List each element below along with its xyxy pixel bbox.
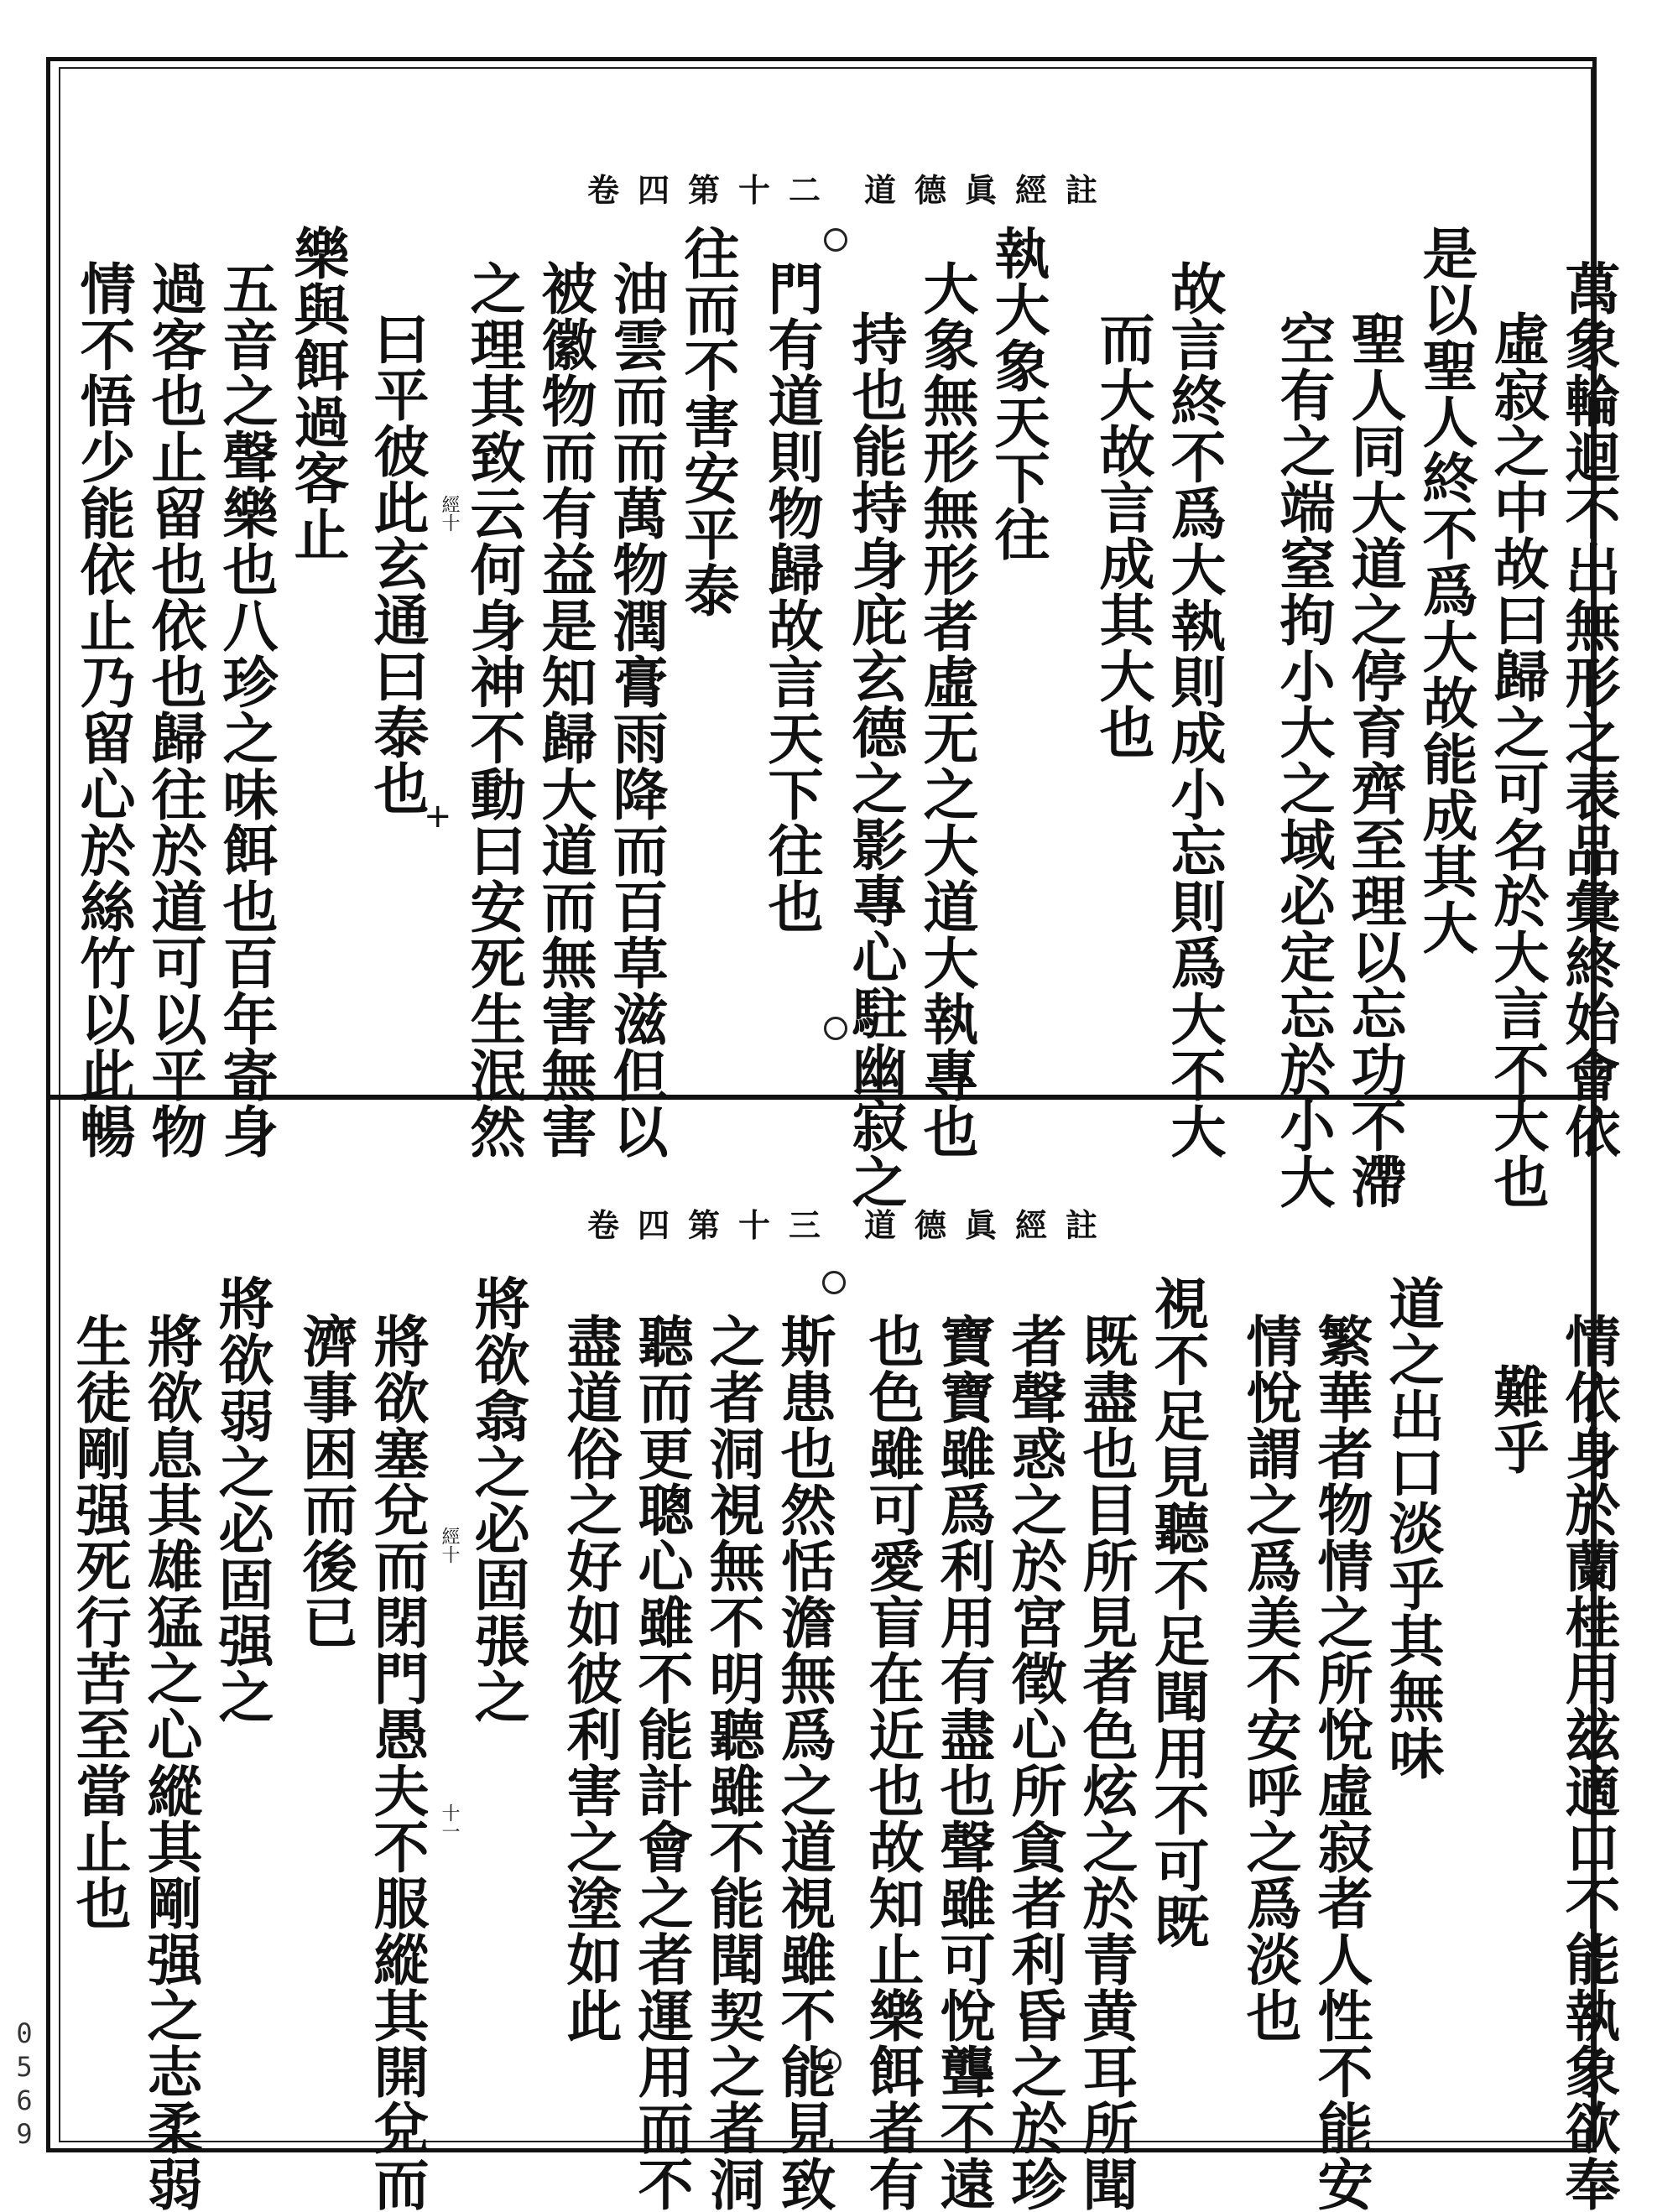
top-col-19: 過客也止留也依也歸往於道可以平物 [142, 260, 207, 1159]
bottom-col-7: 既盡也目所見者色炫之於青黄耳所聞 [1073, 1313, 1139, 2212]
top-col-1: 萬象輪迴不出無形之表品彙終始會依 [1556, 260, 1621, 1159]
bottom-margin-note: 經十 [439, 1527, 460, 1564]
top-header-volume: 卷四第十二 [587, 171, 840, 209]
top-col-13: 油雲而而萬物潤膏雨降而百草滋但以 [603, 260, 669, 1159]
top-margin-note: 經十 [439, 495, 460, 532]
bottom-col-12: 之者洞視無不明聽雖不能聞契之者洞 [700, 1313, 765, 2212]
bottom-col-16: 將欲塞兌而閉門愚夫不服縱其開兌而 [364, 1313, 430, 2212]
circle-mark [822, 1271, 846, 1294]
top-col-16: 曰平彼此玄通曰泰也 [364, 310, 430, 816]
top-col-9: 大象無形無形者虛无之大道大執專也 [914, 260, 979, 1159]
page-number: 0569 [8, 2017, 40, 2152]
top-col-5: 空有之端窒拘小大之域必定忘於小大 [1270, 310, 1336, 1210]
top-col-8: 執大象天下往 [985, 225, 1050, 562]
circle-mark [824, 228, 847, 252]
bottom-col-10: 也色雖可愛盲在近也故知止樂餌者有 [859, 1313, 925, 2212]
top-col-14: 被徽物而有益是知歸大道而無害無害 [532, 260, 597, 1159]
top-col-4: 聖人同大道之停育齊至理以忘功不滯 [1342, 310, 1407, 1210]
bottom-col-1: 情依身於蘭桂用玆適口不能執象欲奉 [1556, 1313, 1621, 2212]
bottom-col-9: 寶寶雖爲利用有盡也聲雖可悅聾不遠 [930, 1313, 996, 2212]
circle-mark [818, 2051, 842, 2074]
top-col-15: 之理其致云何身神不動曰安死生泯然 [461, 260, 526, 1159]
bottom-col-2: 難乎 [1484, 1363, 1550, 1476]
bottom-col-19: 將欲息其雄猛之心縱其剛强之志柔弱 [138, 1313, 203, 2212]
top-col-7: 而大故言成其大也 [1090, 310, 1155, 760]
top-col-12: 往而不害安平泰 [675, 225, 740, 618]
bottom-col-17: 濟事困而後已 [293, 1313, 358, 1650]
bottom-col-18: 將欲弱之必固强之 [209, 1275, 274, 1725]
bottom-col-5: 情悅謂之爲美不安呼之爲淡也 [1237, 1313, 1302, 2043]
bottom-col-11: 斯患也然恬澹無爲之道視雖不能見致 [771, 1313, 836, 2212]
top-col-2: 虛寂之中故曰歸之可名於大言不大也 [1484, 310, 1550, 1210]
bottom-col-13: 聽而更聰心雖不能計會之者運用而不 [628, 1313, 694, 2212]
bottom-col-8: 者聲惑之於宮徵心所貪者利昏之於珍 [1002, 1313, 1067, 2212]
bottom-header-volume: 卷四第十三 [587, 1206, 840, 1244]
bottom-col-6: 視不足見聽不足聞用不可既 [1144, 1275, 1210, 1949]
top-col-20: 情不悟少能依止乃留心於絲竹以此暢 [70, 260, 136, 1159]
top-col-11: 門有道則物歸故言天下往也 [758, 260, 824, 934]
bottom-col-20: 生徒剛强死行苦至當止也 [66, 1313, 132, 1931]
plus-mark: + [424, 797, 452, 835]
top-col-6: 故言終不爲大執則成小忘則爲大不大 [1161, 260, 1227, 1159]
top-col-3: 是以聖人終不爲大故能成其大 [1413, 225, 1478, 955]
bottom-margin-note-2: 十一 [439, 1803, 460, 1840]
top-col-17: 樂與餌過客止 [284, 225, 350, 562]
bottom-header-title: 道德眞經註 [864, 1206, 1117, 1244]
circle-mark [824, 1017, 847, 1040]
bottom-col-4: 繁華者物情之所悅虛寂者人性不能安 [1308, 1313, 1373, 2212]
top-header-title: 道德眞經註 [864, 171, 1117, 209]
top-col-18: 五音之聲樂也八珍之味餌也百年寄身 [213, 260, 279, 1159]
bottom-col-14: 盡道俗之好如彼利害之塗如此 [557, 1313, 623, 2043]
top-col-10: 持也能持身庇玄德之影專心駐幽寂之 [842, 310, 908, 1210]
bottom-col-15: 將欲翕之必固張之 [465, 1275, 530, 1725]
bottom-col-3: 道之出口淡乎其無味 [1379, 1275, 1445, 1781]
